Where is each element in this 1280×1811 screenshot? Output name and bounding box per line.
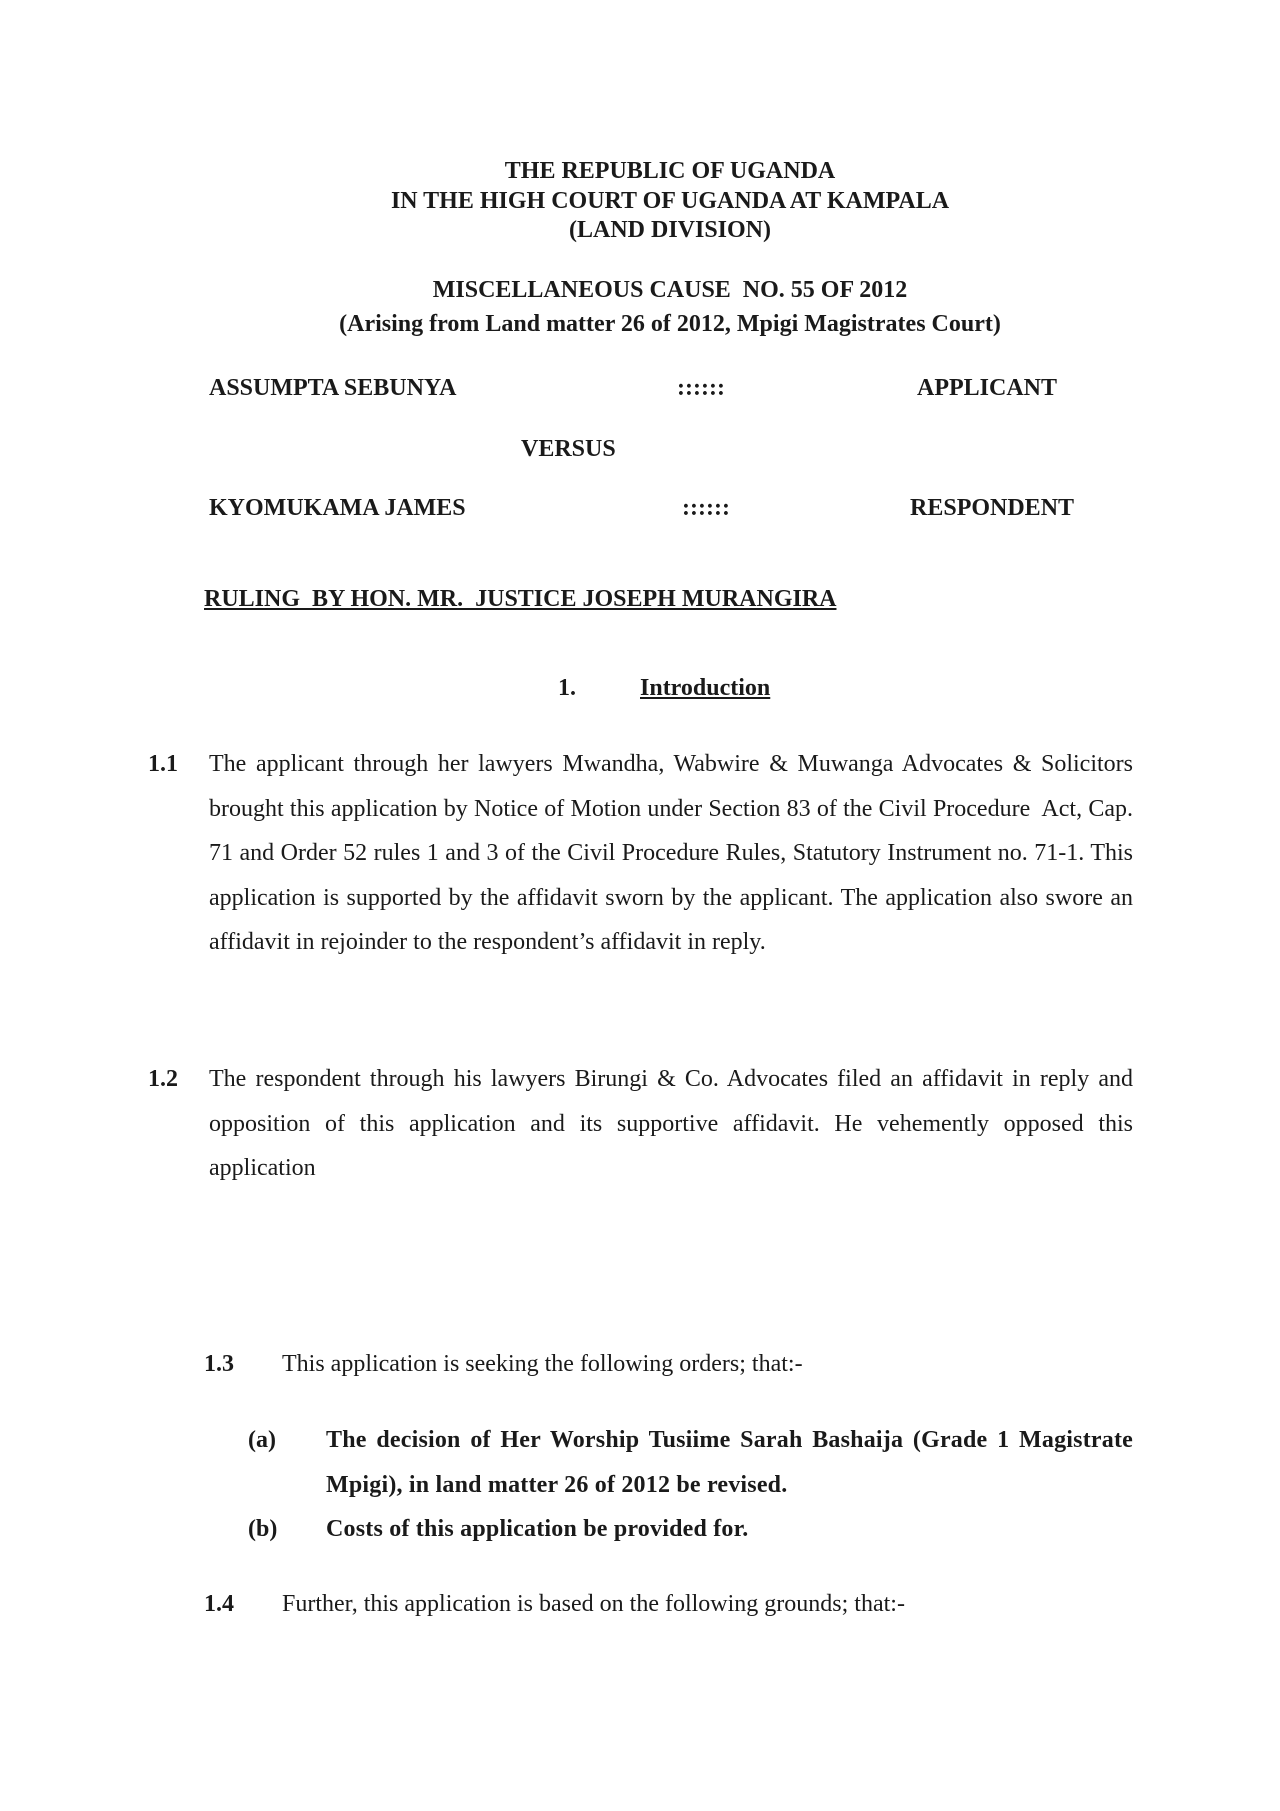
order-text: The decision of Her Worship Tusiime Sarah Bashaija (Grade 1 Magistrate Mpigi), in land matter 26 of 2012 be revised. (326, 1427, 1133, 1498)
paragraph-text: Further, this application is based on the following grounds; that:- (282, 1591, 905, 1617)
section-title: Introduction (640, 675, 771, 701)
paragraph-number: 1.2 (148, 1066, 178, 1092)
paragraph-text: The applicant through her lawyers Mwandha, Wabwire & Muwanga Advocates & Solicitors brought this application by Notice of Motion under Section 83 of the Civil Procedure Act, Cap. 71 and Order 52 rules 1 and 3 of the Civil Procedure Rules, Statutory Instrument no. 71-1. This application is supported by the affidavit sworn by the applicant. The application also swore an affidavit in rejoinder to the respondent’s affidavit in reply. (209, 751, 1139, 956)
applicant-separator: :::::: (677, 375, 725, 401)
order-text: Costs of this application be provided for. (326, 1516, 749, 1542)
section-number: 1. (558, 675, 576, 701)
arising-from: (Arising from Land matter 26 of 2012, Mpigi Magistrates Court) (339, 311, 1001, 337)
paragraph-number: 1.1 (148, 751, 178, 777)
paragraph-number: 1.4 (204, 1591, 234, 1617)
respondent-role: RESPONDENT (910, 495, 1075, 521)
paragraph-text: This application is seeking the following orders; that:- (282, 1351, 803, 1377)
republic-heading: THE REPUBLIC OF UGANDA (504, 158, 836, 184)
order-label: (a) (248, 1427, 276, 1453)
respondent-name: KYOMUKAMA JAMES (209, 495, 466, 521)
division-heading: (LAND DIVISION) (568, 217, 772, 243)
applicant-name: ASSUMPTA SEBUNYA (209, 375, 457, 401)
respondent-separator: :::::: (682, 495, 730, 521)
paragraph-number: 1.3 (204, 1351, 234, 1377)
paragraph-text: The respondent through his lawyers Birungi & Co. Advocates filed an affidavit in reply and opposition of this application and its supportive affidavit. He vehemently opposed this application (209, 1066, 1133, 1182)
ruling-title: RULING BY HON. MR. JUSTICE JOSEPH MURANGIRA (204, 586, 837, 612)
applicant-role: APPLICANT (917, 375, 1058, 401)
cause-number: MISCELLANEOUS CAUSE NO. 55 OF 2012 (432, 277, 908, 303)
court-heading: IN THE HIGH COURT OF UGANDA AT KAMPALA (390, 188, 950, 214)
order-label: (b) (248, 1516, 278, 1542)
versus-label: VERSUS (521, 436, 616, 462)
